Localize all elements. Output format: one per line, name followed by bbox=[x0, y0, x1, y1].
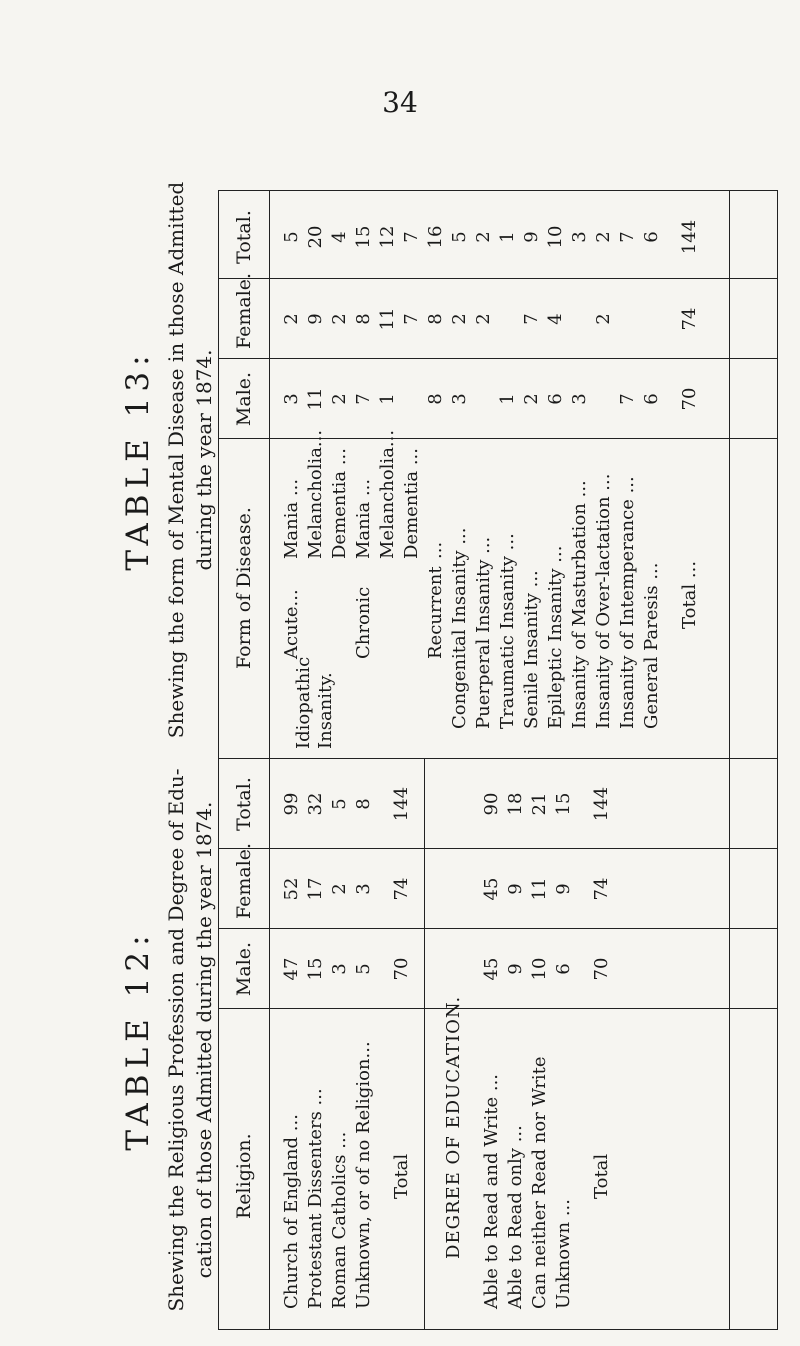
t13-total-male: 70 bbox=[679, 387, 700, 411]
t13-row-female: 4 bbox=[545, 313, 566, 325]
table13-subtitle-line2: during the year 1874. bbox=[192, 349, 216, 571]
education-row-label: Can neither Read nor Write bbox=[529, 1056, 550, 1309]
table12-subtitle-line2: cation of those Admitted during the year 1874. bbox=[192, 801, 216, 1279]
t13-row-female: 2 bbox=[593, 313, 614, 325]
t13-row-total: 10 bbox=[545, 225, 566, 249]
table12-subtitle-line1: Shewing the Religious Profession and Degree of Edu- bbox=[164, 768, 188, 1312]
t13-row-total: 7 bbox=[401, 231, 422, 243]
t13-row-female: 7 bbox=[521, 313, 542, 325]
religion-row-male: 47 bbox=[281, 957, 302, 981]
t13-header-rule bbox=[269, 191, 270, 759]
religion-row-total: 99 bbox=[281, 792, 302, 816]
group-idiopathic: Idiopathic bbox=[293, 656, 314, 749]
t12-section-rule bbox=[424, 759, 425, 1329]
t13-row-total: 12 bbox=[377, 225, 398, 249]
t12-col-divider bbox=[219, 928, 777, 929]
t13-row-male: 3 bbox=[281, 393, 302, 405]
t13-col-divider bbox=[219, 278, 777, 279]
t13-row-label: Melancholia... bbox=[377, 429, 398, 559]
t13-col-form: Form of Disease. bbox=[233, 507, 255, 669]
t13-row-total: 1 bbox=[497, 231, 518, 243]
t13-row-male: 3 bbox=[569, 393, 590, 405]
religion-total-total: 144 bbox=[391, 786, 412, 822]
group-recurrent: Recurrent bbox=[425, 566, 446, 659]
religion-row-total: 5 bbox=[329, 798, 350, 810]
t13-row-label: Dementia ... bbox=[329, 447, 350, 559]
t13-row-total: 5 bbox=[449, 231, 470, 243]
religion-total-label: Total bbox=[391, 1153, 412, 1199]
education-total-male: 70 bbox=[591, 957, 612, 981]
t13-row-label: Mania ... bbox=[353, 478, 374, 559]
table13-title: TABLE 13: bbox=[120, 349, 156, 571]
table13-subtitle-line1: Shewing the form of Mental Disease in those Admitted bbox=[164, 181, 188, 739]
t13-row-male: 11 bbox=[305, 387, 326, 411]
t13-total-female: 74 bbox=[679, 307, 700, 331]
education-total-female: 74 bbox=[591, 877, 612, 901]
t13-row-male: 7 bbox=[353, 393, 374, 405]
table-headings bbox=[120, 170, 216, 1330]
t13-row-male: 8 bbox=[425, 393, 446, 405]
t13-row-total: 2 bbox=[593, 231, 614, 243]
t13-row-label: General Paresis ... bbox=[641, 562, 662, 729]
group-chronic: Chronic bbox=[353, 586, 374, 659]
t13-total-label: Total ... bbox=[679, 560, 700, 629]
table12-title: TABLE 12: bbox=[120, 929, 156, 1151]
t13-row-total: 16 bbox=[425, 225, 446, 249]
religion-row-label: Protestant Dissenters ... bbox=[305, 1088, 326, 1309]
religion-total-male: 70 bbox=[391, 957, 412, 981]
t13-row-female: 8 bbox=[425, 313, 446, 325]
education-total-label: Total bbox=[591, 1153, 612, 1199]
religion-row-female: 3 bbox=[353, 883, 374, 895]
t13-row-label: Puerperal Insanity ... bbox=[473, 536, 494, 729]
t13-row-male: 3 bbox=[449, 393, 470, 405]
t13-col-female: Female. bbox=[233, 272, 255, 349]
education-row-total: 21 bbox=[529, 792, 550, 816]
t13-row-female: 9 bbox=[305, 313, 326, 325]
tables-frame bbox=[218, 190, 778, 1330]
t13-row-female: 2 bbox=[473, 313, 494, 325]
t13-row-male: 1 bbox=[377, 393, 398, 405]
t12-col-male: Male. bbox=[233, 941, 255, 997]
t13-row-label: Insanity of Over-lactation ... bbox=[593, 473, 614, 729]
t13-col-divider bbox=[219, 438, 777, 439]
t13-row-male: 6 bbox=[545, 393, 566, 405]
education-total-total: 144 bbox=[591, 786, 612, 822]
t12-col-divider bbox=[219, 848, 777, 849]
t12-col-female: Female. bbox=[233, 842, 255, 919]
education-row-male: 6 bbox=[553, 963, 574, 975]
t13-row-total: 9 bbox=[521, 231, 542, 243]
t13-row-total: 3 bbox=[569, 231, 590, 243]
t13-row-male: 1 bbox=[497, 393, 518, 405]
religion-row-label: Unknown, or of no Religion... bbox=[353, 1041, 374, 1309]
t13-row-total: 6 bbox=[641, 231, 662, 243]
t13-row-label: Dementia ... bbox=[401, 447, 422, 559]
religion-row-label: Church of England ... bbox=[281, 1114, 302, 1309]
religion-row-total: 32 bbox=[305, 792, 326, 816]
rotated-tables bbox=[120, 170, 800, 1330]
t13-row-male: 2 bbox=[521, 393, 542, 405]
education-row-label: Unknown ... bbox=[553, 1199, 574, 1309]
religion-row-total: 8 bbox=[353, 798, 374, 810]
t13-row-female: 2 bbox=[329, 313, 350, 325]
t13-row-label: Insanity of Intemperance ... bbox=[617, 476, 638, 729]
education-row-label: Able to Read only ... bbox=[505, 1125, 526, 1309]
t12-col-total: Total. bbox=[233, 777, 255, 831]
table13-subtitle bbox=[162, 180, 218, 740]
education-row-male: 45 bbox=[481, 957, 502, 981]
education-row-female: 11 bbox=[529, 877, 550, 901]
religion-row-female: 17 bbox=[305, 877, 326, 901]
t13-row-male: 7 bbox=[617, 393, 638, 405]
religion-total-female: 74 bbox=[391, 877, 412, 901]
t12-header-rule bbox=[269, 759, 270, 1329]
religion-row-female: 2 bbox=[329, 883, 350, 895]
t13-col-male: Male. bbox=[233, 371, 255, 427]
religion-row-label: Roman Catholics ... bbox=[329, 1131, 350, 1309]
t13-row-female: 2 bbox=[449, 313, 470, 325]
religion-row-male: 15 bbox=[305, 957, 326, 981]
t13-row-label: Melancholia... bbox=[305, 429, 326, 559]
education-row-label: Able to Read and Write ... bbox=[481, 1073, 502, 1309]
education-row-total: 15 bbox=[553, 792, 574, 816]
t13-row-label: Mania ... bbox=[281, 478, 302, 559]
t13-row-total: 20 bbox=[305, 225, 326, 249]
group-acute: Acute... bbox=[281, 589, 302, 659]
t13-row-total: 7 bbox=[617, 231, 638, 243]
t13-row-total: 2 bbox=[473, 231, 494, 243]
t13-row-label: Traumatic Insanity ... bbox=[497, 533, 518, 729]
education-row-female: 9 bbox=[505, 883, 526, 895]
education-heading: DEGREE OF EDUCATION. bbox=[443, 995, 464, 1259]
t12-col-divider bbox=[219, 1008, 777, 1009]
education-row-male: 10 bbox=[529, 957, 550, 981]
t13-row-male: 6 bbox=[641, 393, 662, 405]
t13-row-female: 7 bbox=[401, 313, 422, 325]
t12-col-religion: Religion. bbox=[233, 1133, 255, 1219]
education-row-total: 18 bbox=[505, 792, 526, 816]
education-row-female: 45 bbox=[481, 877, 502, 901]
t13-row-label: ... bbox=[425, 541, 446, 559]
t13-row-label: Insanity of Masturbation ... bbox=[569, 480, 590, 729]
t13-col-total: Total. bbox=[233, 210, 255, 264]
t13-row-label: Epileptic Insanity ... bbox=[545, 545, 566, 729]
t13-row-total: 5 bbox=[281, 231, 302, 243]
bottom-rule bbox=[729, 191, 730, 1329]
t13-row-label: Congenital Insanity ... bbox=[449, 527, 470, 729]
religion-row-female: 52 bbox=[281, 877, 302, 901]
religion-row-male: 3 bbox=[329, 963, 350, 975]
table-divider bbox=[219, 758, 777, 759]
t13-row-female: 2 bbox=[281, 313, 302, 325]
education-row-female: 9 bbox=[553, 883, 574, 895]
religion-row-male: 5 bbox=[353, 963, 374, 975]
table12-subtitle bbox=[162, 750, 218, 1330]
t13-row-male: 2 bbox=[329, 393, 350, 405]
t13-row-female: 11 bbox=[377, 307, 398, 331]
education-row-male: 9 bbox=[505, 963, 526, 975]
t13-row-female: 8 bbox=[353, 313, 374, 325]
education-row-total: 90 bbox=[481, 792, 502, 816]
t13-row-total: 15 bbox=[353, 225, 374, 249]
t13-row-label: Senile Insanity ... bbox=[521, 570, 542, 729]
group-insanity: Insanity. bbox=[315, 672, 336, 749]
t13-row-total: 4 bbox=[329, 231, 350, 243]
t13-col-divider bbox=[219, 358, 777, 359]
t13-total-total: 144 bbox=[679, 219, 700, 255]
page-number: 34 bbox=[382, 86, 418, 119]
